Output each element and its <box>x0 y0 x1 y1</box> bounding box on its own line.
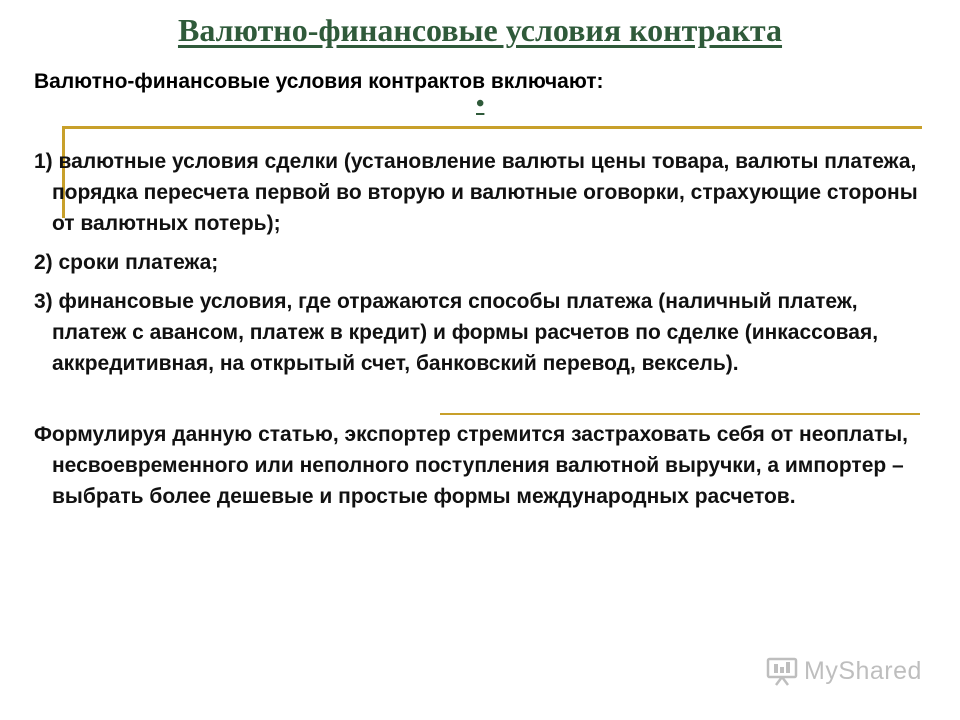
slide-title: Валютно-финансовые условия контракта <box>177 12 783 48</box>
intro-text: Валютно-финансовые условия контрактов включают: <box>34 70 604 93</box>
paragraph-financial-terms: 3) финансовые условия, где отражаются способы платежа (наличный платеж, платеж с авансом, платеж в кредит) и формы расчетов по сделке (инкассовая, аккредитивная, на открытый счет, банковский перевод, вексель). <box>34 290 879 375</box>
paragraph-payment-terms: 2) сроки платежа; <box>34 251 219 274</box>
watermark <box>766 656 922 686</box>
paragraph-currency-terms: 1) валютные условия сделки (установление валюты цены товара, валюты платежа, порядка пересчета первой во вторую и валютные оговорки, страхующие стороны от валютных потерь); <box>34 150 918 235</box>
presentation-board-icon <box>766 656 798 686</box>
watermark-text: MyShared <box>804 656 922 685</box>
bullet-link[interactable]: • <box>476 91 485 117</box>
paragraph-conclusion: Формулируя данную статью, экспортер стремится застраховать себя от неоплаты, несвоевременного или неполного поступления валютной выручки, а импортер – выбрать более дешевые и простые формы международных расчетов. <box>34 423 909 508</box>
decorative-line-top <box>62 126 922 129</box>
decorative-line-middle <box>440 413 920 415</box>
